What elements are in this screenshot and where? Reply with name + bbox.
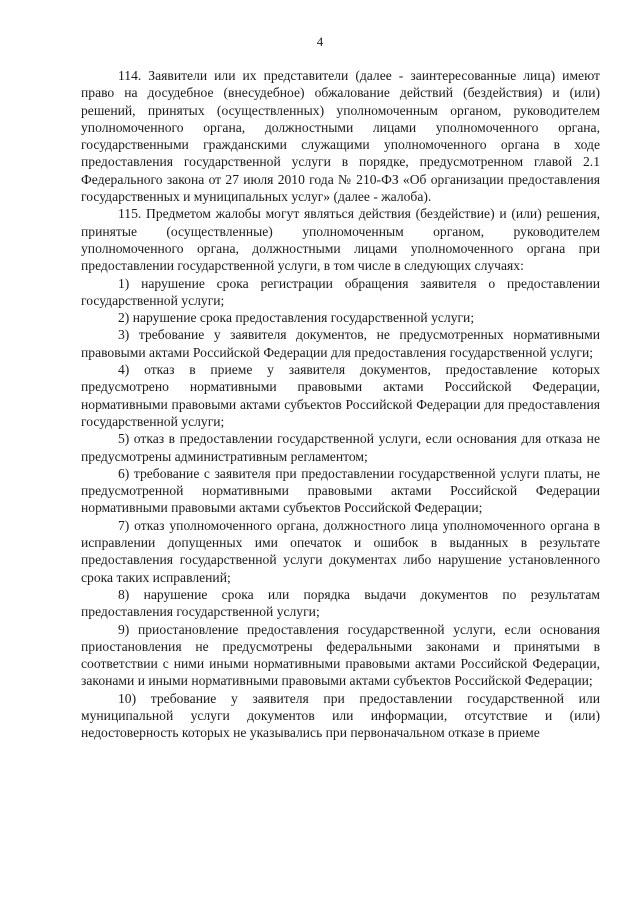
paragraph-115: 115. Предметом жалобы могут являться действия (бездействие) и (или) решения, принятые (осуществленные) уполномоченным органом, руководителем уполномоченного органа, должностными лицами уполномоченного органа при предоставлении государственной услуги, в том числе в следующих случаях: [81, 206, 600, 274]
paragraph-114: 114. Заявители или их представители (далее - заинтересованные лица) имеют право на досудебное (внесудебное) обжалование действий (бездействия) и (или) решений, принятых (осуществленных) уполномоченным органом, руководителем уполномоченного органа, должностными лицами уполномоченного органа, государственными гражданскими служащими уполномоченного органа в ходе предоставления государственной услуги в порядке, предусмотренном главой 2.1 Федерального закона от 27 июля 2010 года № 210-ФЗ «Об организации предоставления государственных и муниципальных услуг» (далее - жалоба). [81, 68, 600, 205]
document-body [81, 67, 600, 742]
list-item-10: 10) требование у заявителя при предоставлении государственной или муниципальной услуги документов или информации, отсутствие и (или) недостоверность которых не указывались при первоначальном отказе в приеме [81, 690, 600, 741]
list-item-7: 7) отказ уполномоченного органа, должностного лица уполномоченного органа в исправлении допущенных ими опечаток и ошибок в выданных в результате предоставления государственной услуги документах либо нарушение установленного срока таких исправлений; [81, 517, 600, 585]
page-number: 4 [316, 34, 324, 49]
list-item-9: 9) приостановление предоставления государственной услуги, если основания приостановления не предусмотрены федеральными законами и принятыми в соответствии с ними иными нормативными правовыми актами Российской Федерации, законами и иными нормативными правовыми актами субъектов Российской Федерации; [81, 621, 600, 689]
list-item-6: 6) требование с заявителя при предоставлении государственной услуги платы, не предусмотренной нормативными правовыми актами Российской Федерации нормативными правовыми актами субъектов Российской Федерации; [81, 465, 600, 516]
list-item-3: 3) требование у заявителя документов, не предусмотренных нормативными правовыми актами Российской Федерации для предоставления государственной услуги; [81, 327, 600, 360]
list-item-1: 1) нарушение срока регистрации обращения заявителя о предоставлении государственной услуги; [81, 275, 600, 308]
list-item-4: 4) отказ в приеме у заявителя документов, предоставление которых предусмотрено нормативными правовыми актами Российской Федерации, нормативными правовыми актами субъектов Российской Федерации для предоставления государственной услуги; [81, 362, 600, 429]
list-item-8: 8) нарушение срока или порядка выдачи документов по результатам предоставления государственной услуги; [81, 586, 600, 620]
list-item-5: 5) отказ в предоставлении государственной услуги, если основания для отказа не предусмотрены административным регламентом; [81, 431, 600, 464]
list-item-2: 2) нарушение срока предоставления государственной услуги; [118, 310, 475, 326]
